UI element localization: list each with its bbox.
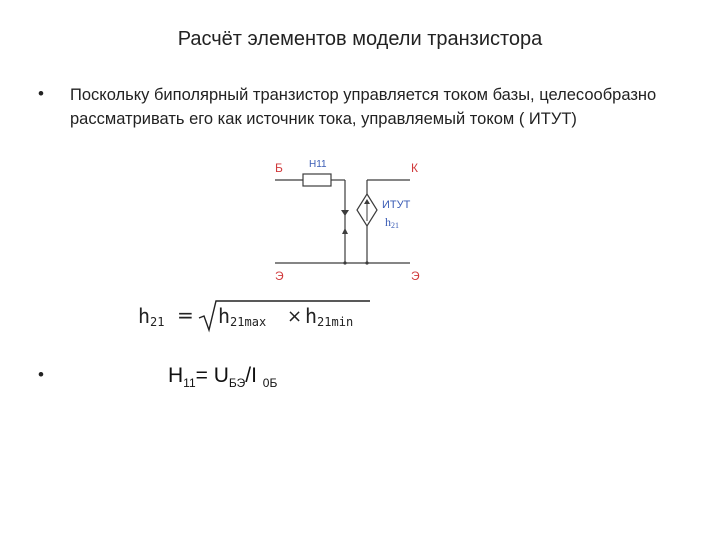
bullet-1: • [38, 84, 44, 103]
equation-h11: $H_{11}= U_{БЭ}/I$ $_{0Б}$ [168, 364, 278, 391]
formula-hmin: h21min [305, 304, 354, 329]
label-collector: К [411, 161, 418, 175]
node-dot-1 [343, 261, 346, 264]
current-arrow-base-2 [342, 228, 348, 234]
slide-title: Расчёт элементов модели транзистора [177, 28, 543, 50]
node-dot-2 [365, 261, 368, 264]
label-h21: h21 [385, 215, 399, 230]
formula-hmax: h21max [218, 304, 267, 329]
label-emitter-right: Э [411, 269, 420, 283]
formula-equals: = [177, 303, 194, 327]
label-h11: Н11 [309, 159, 327, 170]
transistor-equivalent-circuit [255, 150, 445, 288]
resistor-h11 [303, 174, 331, 186]
formula-lhs: h21 [138, 304, 165, 329]
bullet-1-text: Поскольку биполярный транзистор управляется током базы, целесообразно рассматривать его как источник тока, управляемый током ( ИТУТ) [70, 86, 657, 128]
bullet-2: • [38, 365, 44, 384]
formula-times: × [287, 306, 303, 327]
label-base: Б [275, 161, 283, 175]
label-emitter-left: Э [275, 269, 284, 283]
formula-h21 [135, 296, 375, 336]
current-arrow-base [341, 210, 349, 216]
label-itut: ИТУТ [382, 199, 411, 211]
